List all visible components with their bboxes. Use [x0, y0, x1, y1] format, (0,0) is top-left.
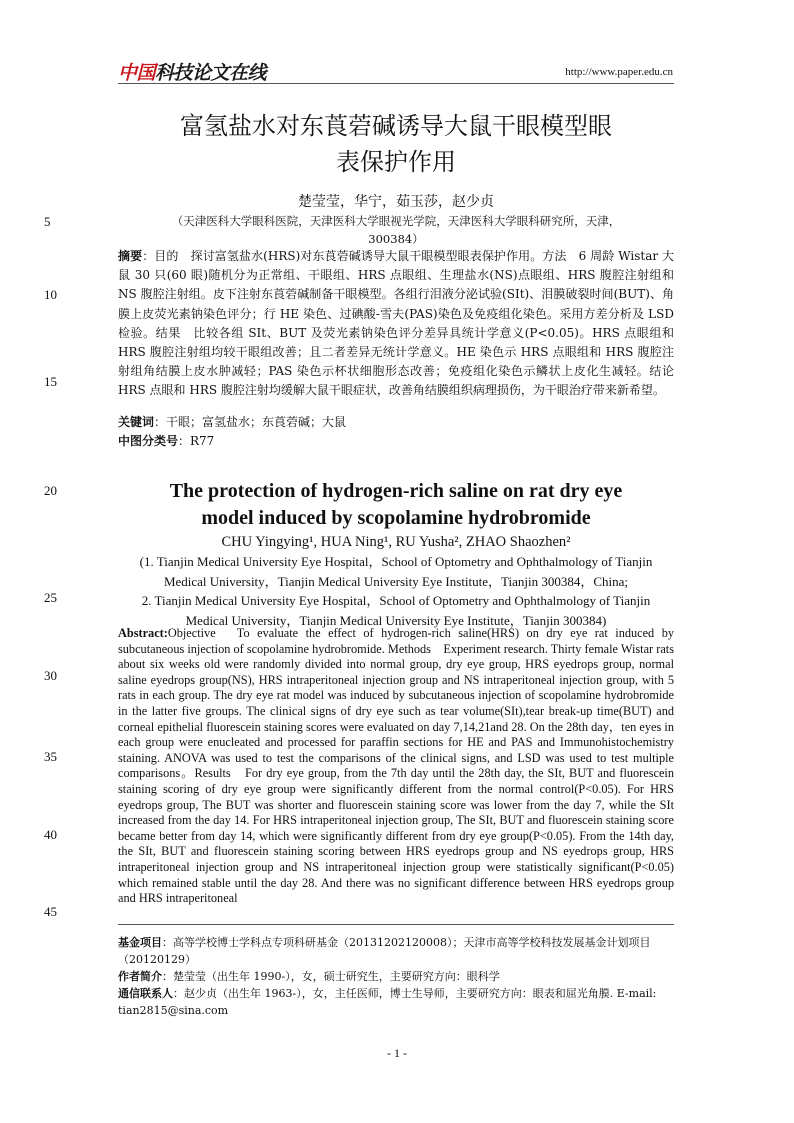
- line-number: 5: [44, 214, 51, 229]
- authors-en: CHU Yingying¹, HUA Ning¹, RU Yusha², ZHAO Shaozhen²: [221, 534, 571, 550]
- affiliation-en-line: Medical University，Tianjin Medical University Eye Institute，Tianjin 300384): [185, 612, 607, 628]
- abstract-en-text: Objective To evaluate the effect of hydrogen-rich saline(HRS) on dry eye rat induced by subcutaneous injection of scopolamine hydrobromide. Methods Experiment research. Thirty female Wistar rats about six weeks old were randomly divided into normal group, dry eye group, HRS eyedrops group, normal saline eyedrops group(NS), HRS intraperitoneal injection group and NS intraperitoneal injection group, with 5 rats in each group. The dry eye rat model was induced by subcutaneous injection of scopolamine hydrobromide in the latter five groups. The clinical signs of dry eye such as tear volume(SIt),tear break-up time(BUT) and corneal epithelial fluorescein staining scores were evaluated on day 7,14,21and 28. On the 28th day，ten eyes in each group were enucleated and processed for paraffin sections for HE and PAS and Immunohistochemistry staining. ANOVA was used to test the comparisons of the clinical signs, and LSD was used to test multiple comparisons。Results For dry eye group, from the 7th day until the 28th day, the SIt, BUT and fluorescein staining scoring of dry eye group were significantly different from the normal control(P<0.05). For HRS eyedrops group, The BUT was shorter and fluorescein staining score was lower from the day 7, while the SIt increased from the day 14. For HRS intraperitoneal injection group, The SIt, BUT and fluorescein staining score became better from day 14, which were significantly different from dry eye group(P<0.05). From the 14th day, the SIt, BUT and fluorescein staining scoring between HRS eyedrops group and NS eyedrops group, HRS intraperitoneal injection group and NS intraperitoneal injection group were statistically significant(P<0.05) which remained stable until the day 28. And there was no significant difference between HRS eyedrops group and HRS intraperitoneal: [118, 626, 674, 906]
- contact-note: [118, 985, 674, 1019]
- logo-red-text: 中国: [118, 62, 156, 84]
- line-number: 20: [44, 483, 57, 498]
- header-url[interactable]: http://www.paper.edu.cn: [565, 66, 673, 78]
- journal-logo: [118, 58, 266, 85]
- fund-label: 基金项目: [118, 936, 162, 949]
- affiliation-en: [118, 552, 674, 630]
- title-en-line2: model induced by scopolamine hydrobromide: [201, 507, 591, 529]
- abstract-en-label: Abstract:: [118, 626, 168, 640]
- contact-label: 通信联系人: [118, 987, 173, 1000]
- keywords-label: 关键词: [118, 415, 155, 429]
- line-number: 15: [44, 374, 57, 389]
- author-text: ：楚莹莹（出生年 1990-），女，硕士研究生，主要研究方向：眼科学: [162, 970, 500, 983]
- line-number: 40: [44, 827, 57, 842]
- footnotes: [118, 934, 674, 1019]
- page-title-cn: [118, 108, 674, 180]
- fund-note: [118, 934, 674, 968]
- contact-text: ：赵少贞（出生年 1963-），女，主任医师，博士生导师，主要研究方向：眼表和屈光角膜. E-mail: tian2815@sina.com: [118, 987, 657, 1017]
- line-number: 10: [44, 287, 57, 302]
- affiliation-cn: [118, 212, 674, 248]
- logo-text: 科技论文在线: [155, 62, 267, 84]
- abstract-cn-label: 摘要: [118, 249, 143, 263]
- abstract-cn: [118, 247, 674, 401]
- footnote-divider: [118, 924, 674, 925]
- abstract-en: [118, 626, 674, 907]
- author-label: 作者简介: [118, 970, 162, 983]
- abstract-cn-text: ：目的 探讨富氢盐水(HRS)对东莨菪碱诱导大鼠干眼模型眼表保护作用。方法 6 周龄 Wistar 大鼠 30 只(60 眼)随机分为正常组、干眼组、HRS 点眼组、生理盐水(NS)点眼组、HRS 腹腔注射组和 NS 腹腔注射组。皮下注射东莨菪碱制备干眼模型。各组行泪液分泌试验(SIt)、泪膜破裂时间(BUT)、角膜上皮荧光素钠染色评分；行 HE 染色、过碘酸-雪夫(PAS)染色及免疫组化染色。采用方差分析及 LSD 检验。结果 比较各组 SIt、BUT 及荧光素钠染色评分差异具统计学意义(P<0.05)。HRS 点眼组和 HRS 腹腔注射组均较干眼组改善；且二者差异无统计学意义。HE 染色示 HRS 点眼组和 HRS 腹腔注射组角结膜上皮水肿减轻；PAS 染色示杯状细胞形态改善；免疫组化染色示鳞状上皮化生减轻。结论 HRS 点眼和 HRS 腹腔注射均缓解大鼠干眼症状，改善角结膜组织病理损伤，为干眼治疗带来新希望。: [118, 249, 674, 398]
- title-en-line1: The protection of hydrogen-rich saline on rat dry eye: [169, 480, 623, 502]
- keywords-text: ：干眼；富氢盐水；东莨菪碱；大鼠: [154, 415, 347, 429]
- title-cn-line2: 表保护作用: [336, 148, 456, 176]
- title-cn-line1: 富氢盐水对东莨菪碱诱导大鼠干眼模型眼: [180, 112, 612, 140]
- affiliation-cn-line2: 300384）: [368, 232, 424, 246]
- clc-text: ：R77: [178, 434, 215, 448]
- clc-number: [118, 432, 674, 451]
- page-number: - 1 -: [387, 1046, 407, 1060]
- affiliation-en-line: Medical University，Tianjin Medical University Eye Institute，Tianjin 300384，China;: [163, 573, 629, 589]
- line-number: 25: [44, 590, 57, 605]
- line-number: 35: [44, 749, 57, 764]
- author-note: [118, 968, 674, 985]
- authors-cn: 楚莹莹，华宁，茹玉莎，赵少贞: [298, 194, 494, 210]
- affiliation-en-line: (1. Tianjin Medical University Eye Hospital，School of Optometry and Ophthalmology of Tianjin: [139, 554, 653, 569]
- line-number: 30: [44, 668, 57, 683]
- page-title-en: [118, 478, 674, 532]
- fund-text: ：高等学校博士学科点专项科研基金（20131202120008）；天津市高等学校科技发展基金计划项目（20120129）: [118, 936, 651, 966]
- line-number: 45: [44, 904, 57, 919]
- affiliation-cn-line1: （天津医科大学眼科医院，天津医科大学眼视光学院，天津医科大学眼科研究所，天津，: [171, 214, 621, 228]
- affiliation-en-line: 2. Tianjin Medical University Eye Hospital，School of Optometry and Ophthalmology of Tianjin: [141, 593, 651, 608]
- clc-label: 中图分类号: [118, 434, 179, 448]
- keywords-cn: [118, 413, 674, 432]
- header-divider: [118, 83, 674, 84]
